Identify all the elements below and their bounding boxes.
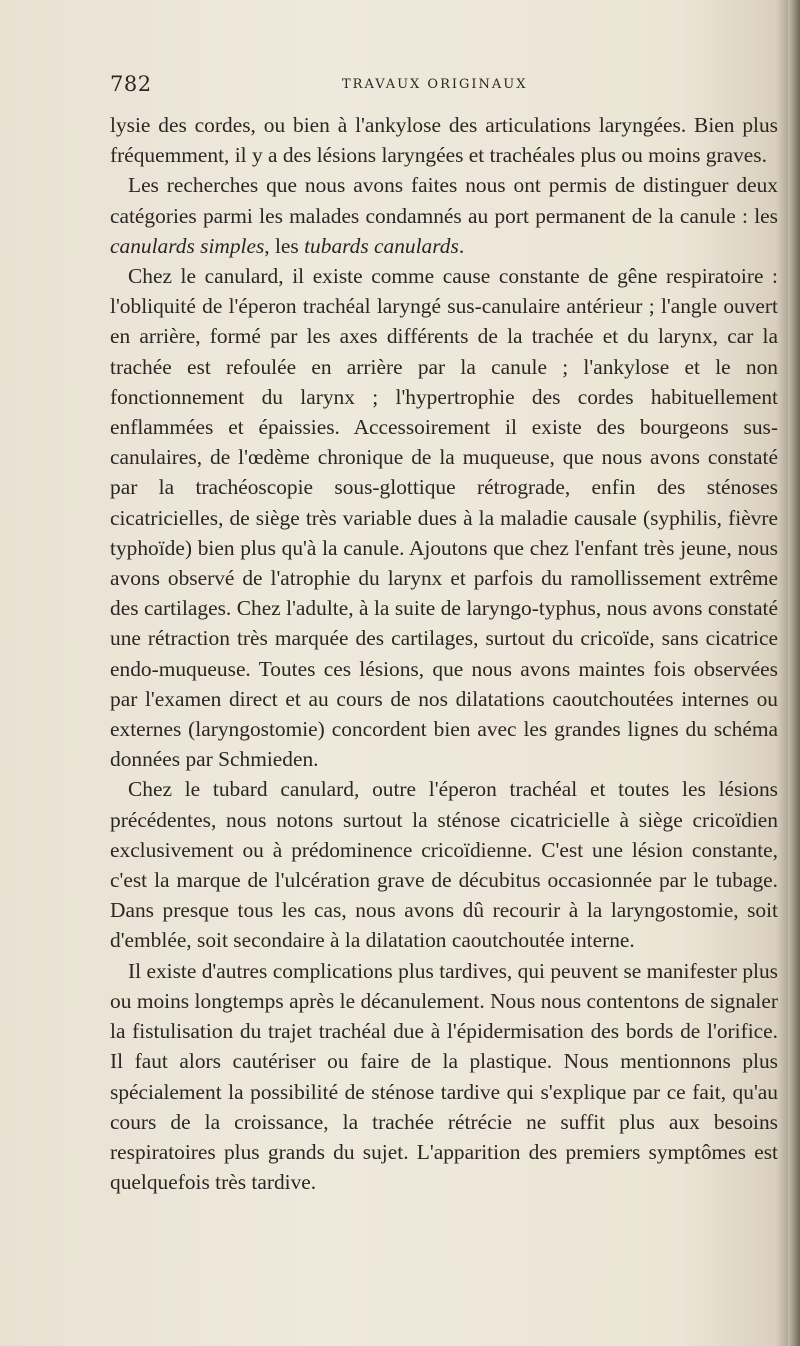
paragraph-2 <box>110 170 778 261</box>
running-title: TRAVAUX ORIGINAUX <box>342 77 528 92</box>
paragraph-2-end: . <box>458 233 465 258</box>
paragraph-5: Il existe d'autres complications plus tardives, qui peuvent se manifester plus ou moins longtemps après le décanulement. Nous nous contentons de signaler la fistulisation du trajet trachéal due à l'épidermisation des bords de l'orifice. Il faut alors cautériser ou faire de la plastique. Nous mentionnons plus spécialement la possibilité de sténose tardive qui s'explique par ce fait, qu'au cours de la croissance, la trachée rétrécie ne suffit plus aux besoins respiratoires plus grands du sujet. L'apparition des premiers symptômes est quelquefois très tardive. <box>110 958 778 1195</box>
paragraph-2-separator: , les <box>264 233 305 258</box>
term-tubards-canulards: tubards canulards <box>304 233 459 258</box>
term-canulards-simples: canulards simples <box>110 233 265 258</box>
paragraph-2-text: Les recherches que nous avons faites nous ont permis de distinguer deux catégories parmi les malades condamnés au port permanent de la canule : les <box>110 173 778 228</box>
paragraph-1: lysie des cordes, ou bien à l'ankylose des articulations laryngées. Bien plus fréquemment, il y a des lésions laryngées et trachéales plus ou moins graves. <box>110 113 778 168</box>
page-number: 782 <box>110 72 152 96</box>
body-text <box>110 110 778 1197</box>
paragraph-3: Chez le canulard, il existe comme cause constante de gêne respiratoire : l'obliquité de l'éperon trachéal laryngé sus-canulaire antérieur ; l'angle ouvert en arrière, formé par les axes différents de la trachée et du larynx, car la trachée est refoulée en arrière par la canule ; l'ankylose et le non fonctionnement du larynx ; l'hypertrophie des cordes habituellement enflammées et épaissies. Accessoirement il existe des bourgeons sus-canulaires, de l'œdème chronique de la muqueuse, que nous avons constaté par la trachéoscopie sous-glottique rétrograde, enfin des sténoses cicatricielles, de siège très variable dues à la maladie causale (syphilis, fièvre typhoïde) bien plus qu'à la canule. Ajoutons que chez l'enfant très jeune, nous avons observé de l'atrophie du larynx et parfois du ramollissement extrême des cartilages. Chez l'adulte, à la suite de laryngo-typhus, nous avons constaté une rétraction très marquée des cartilages, surtout du cricoïde, sans cicatrice endo-muqueuse. Toutes ces lésions, que nous avons maintes fois observées par l'examen direct et au cours de nos dilatations caoutchoutées internes ou externes (laryngostomie) concordent bien avec les grandes lignes du schéma données par Schmieden. <box>110 264 778 772</box>
page-edge-shadow <box>788 0 800 1346</box>
running-head <box>110 72 760 102</box>
paragraph-4: Chez le tubard canulard, outre l'éperon trachéal et toutes les lésions précédentes, nous notons surtout la sténose cicatricielle à siège cricoïdien exclusivement ou à prédominence cricoïdienne. C'est une lésion constante, c'est la marque de l'ulcération grave de décubitus occasionnée par le tubage. Dans presque tous les cas, nous avons dû recourir à la laryngostomie, soit d'emblée, soit secondaire à la dilatation caoutchoutée interne. <box>110 777 778 953</box>
